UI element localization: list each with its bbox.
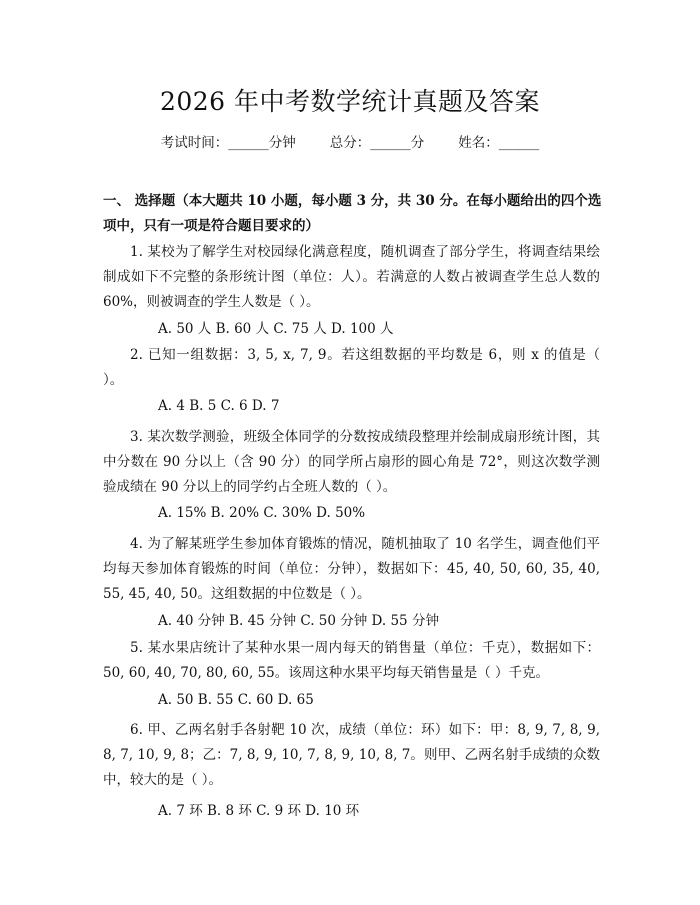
question-3: 3. 某次数学测验，班级全体同学的分数按成绩段整理并绘制成扇形统计图，其中分数在 90 分以上（含 90 分）的同学所占扇形的圆心角是 72°，则这次数学测验成绩在 90 分以上的同学约占全班人数的（ ）。 (103, 429, 600, 495)
document-title: 2026 年中考数学统计真题及答案 (159, 87, 541, 116)
question-4: 4. 为了解某班学生参加体育锻炼的情况，随机抽取了 10 名学生，调查他们平均每天参加体育锻炼的时间（单位：分钟），数据如下：45, 40, 50, 60, 35, 40, 55, 45, 40, 50。这组数据的中位数是（ ）。 (103, 536, 600, 602)
question-4-options: A. 40 分钟 B. 45 分钟 C. 50 分钟 D. 55 分钟 (158, 613, 439, 629)
question-1-options: A. 50 人 B. 60 人 C. 75 人 D. 100 人 (158, 321, 394, 337)
question-5: 5. 某水果店统计了某种水果一周内每天的销售量（单位：千克），数据如下：50, 60, 40, 70, 80, 60, 55。该周这种水果平均每天销售量是（ ）千克。 (103, 640, 600, 681)
total-score-field: 总分：______分 (329, 135, 425, 151)
question-3-options: A. 15% B. 20% C. 30% D. 50% (158, 505, 366, 521)
question-6: 6. 甲、乙两名射手各射靶 10 次，成绩（单位：环）如下：甲：8, 9, 7, 8, 9, 8, 7, 10, 9, 8；乙：7, 8, 9, 10, 7, 8, 9, 10, 8, 7。则甲、乙两名射手成绩的众数中，较大的是（ ）。 (103, 722, 600, 788)
exam-info-line (0, 131, 700, 151)
question-1: 1. 某校为了解学生对校园绿化满意程度，随机调查了部分学生，将调查结果绘制成如下不完整的条形统计图（单位：人）。若满意的人数占被调查学生总人数的 60%，则被调查的学生人数是（ ）。 (103, 244, 600, 310)
question-2-options: A. 4 B. 5 C. 6 D. 7 (158, 398, 280, 414)
exam-time-field: 考试时间：______分钟 (160, 135, 296, 151)
question-2: 2. 已知一组数据：3, 5, x, 7, 9。若这组数据的平均数是 6，则 x 的值是（ ）。 (103, 347, 600, 388)
question-5-options: A. 50 B. 55 C. 60 D. 65 (158, 692, 314, 708)
student-name-field: 姓名：______ (458, 135, 540, 151)
section-header: 一、 选择题（本大题共 10 小题，每小题 3 分，共 30 分。在每小题给出的四个选项中，只有一项是符合题目要求的） (103, 193, 602, 234)
question-6-options: A. 7 环 B. 8 环 C. 9 环 D. 10 环 (158, 803, 360, 819)
